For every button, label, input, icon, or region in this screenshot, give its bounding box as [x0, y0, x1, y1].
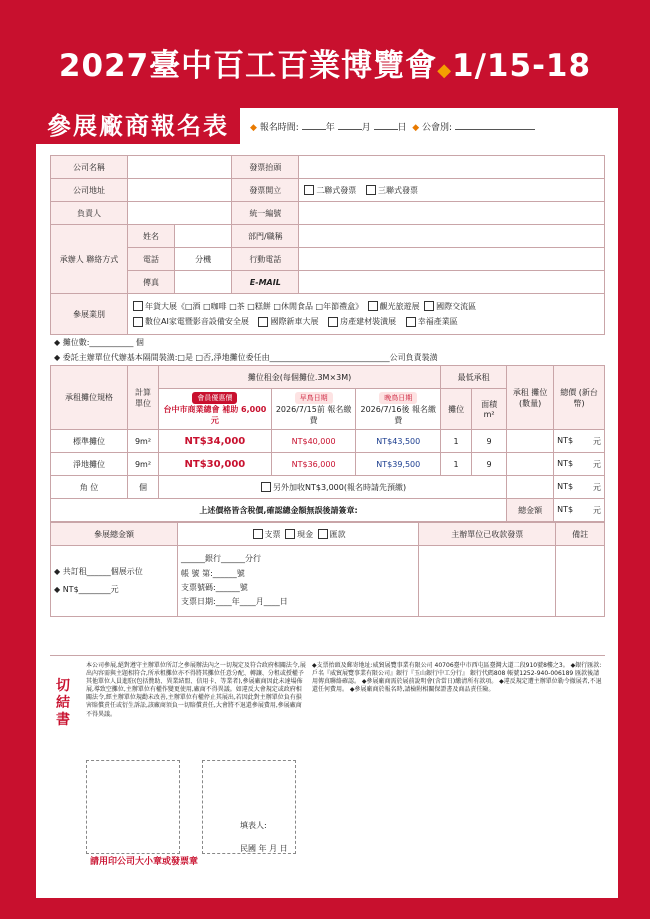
- total-header: 總價 (新台幣): [554, 366, 605, 430]
- grand-total-label: 總金額: [507, 499, 554, 522]
- row-area: 9: [472, 430, 507, 453]
- sign-date: 民國 年 月 日: [240, 844, 288, 853]
- cat-house-label: 房產建材裝潢展: [340, 317, 397, 326]
- min-booth-header: 攤位: [441, 389, 472, 430]
- row-cur: NT$: [557, 458, 574, 468]
- fax-label: 傳真: [128, 271, 175, 294]
- cat-tour-label: 觀光旅遊展: [379, 301, 420, 311]
- company-stamp-box[interactable]: [86, 760, 180, 854]
- meta-line: ◆ 報名時間: 年 月 日 ◆ 公會別:: [250, 120, 535, 133]
- invoice-no-field[interactable]: [419, 546, 556, 617]
- corner-label: 角 位: [51, 476, 128, 499]
- phone-label: 電話: [128, 248, 175, 271]
- invoice-no-label: 主辦單位已收款發票: [419, 523, 556, 546]
- cat-happy-label: 幸福產業區: [417, 317, 458, 326]
- remit-label: 匯款: [329, 529, 346, 539]
- form-subtitle: 參展廠商報名表: [36, 108, 240, 144]
- email-field[interactable]: [299, 271, 605, 294]
- owner-field[interactable]: [128, 202, 232, 225]
- row-area: 9: [472, 453, 507, 476]
- cat-digital-checkbox[interactable]: [133, 317, 143, 327]
- row-qty-field[interactable]: [507, 430, 554, 453]
- category-label: 參展業別: [51, 294, 128, 335]
- cat-digital-label: 數位AI家電暨影音設備安全展: [145, 317, 249, 326]
- early-date: 2026/7/15前 報名繳費: [275, 405, 352, 425]
- check-no-line: 支票號碼:______號: [181, 583, 248, 592]
- row-yuan: 元: [593, 459, 601, 469]
- cat-intl-checkbox[interactable]: [424, 301, 434, 311]
- row-unit: 9m²: [128, 430, 159, 453]
- association-field[interactable]: [455, 129, 535, 130]
- row-cur: NT$: [557, 435, 574, 445]
- tax-id-field[interactable]: [299, 202, 605, 225]
- name-label: 姓名: [128, 225, 175, 248]
- address-label: 公司地址: [51, 179, 128, 202]
- remit-checkbox[interactable]: [318, 529, 328, 539]
- cat-house-checkbox[interactable]: [328, 317, 338, 327]
- cat-newyear-label: 年貨大展《□酒 □咖啡 □茶 □糕餅 □休閒食品 □年節禮盒》: [145, 301, 364, 311]
- phone-field[interactable]: [175, 248, 232, 271]
- row-yuan: 元: [593, 436, 601, 446]
- row-qty-field[interactable]: [507, 453, 554, 476]
- min-header: 最低承租: [441, 366, 507, 389]
- cat-tour-checkbox[interactable]: [368, 301, 378, 311]
- affidavit-label: 切結書: [56, 678, 70, 728]
- late-badge: 晚鳥日期: [379, 392, 417, 404]
- cat-intl-label: 國際交流區: [436, 301, 477, 311]
- month-field[interactable]: [338, 129, 362, 130]
- remark-label: 備註: [556, 523, 605, 546]
- grand-yuan: 元: [593, 505, 601, 515]
- table-row: [51, 453, 605, 476]
- name-field[interactable]: [175, 225, 232, 248]
- corner-yuan: 元: [593, 482, 601, 492]
- signer-line: 填表人:: [240, 821, 267, 830]
- row-late-price: NT$39,500: [356, 453, 441, 476]
- row-member-price: NT$34,000: [159, 430, 272, 453]
- row-n: 1: [441, 453, 472, 476]
- email-label: E-MAIL: [232, 271, 299, 294]
- booth-table: [50, 365, 605, 522]
- affidavit-text: 本公司參展,絕對遵守主辦單位所訂之參展辦法內之一切規定及符合政府相關法令,展出內容需與主題相符合,所承租攤位亦不得將其攤位任意分配、轉讓、分租或授權予其他單位人員進駐(包括贊助、異業結盟、信用卡、等業者),參展廠商因此未達場佈展,導致空攤位,主辦單位有權作變更使用,廠商不得異議。如違反大會規定或政府相關法令,經主辦單位規勸未改善,主辦單位有權停止其展出,若因此對主辦單位負有損害賠償責任或衍生訴訟,該廠商須負一切賠償責任,大會將不退還參展費用,參展廠商不得異議。: [86, 662, 306, 718]
- cat-happy-checkbox[interactable]: [406, 317, 416, 327]
- member-badge: 會員優惠價: [192, 392, 237, 404]
- payment-notes: ◆支票抬頭及郵寄地址:威貿展覽事業有限公司 40706臺中市西屯區臺灣大道二段910號8樓之3。 ◆銀行匯款:戶名『威貿展覽事業有限公司』銀行『玉山銀行中工分行』 銀行代碼808 帳號1252-940-006189 匯款後請用傳真聯絡確認。 ◆參展廠商需於展前說明會(含當日)繳清所有款項。 ◆違反規定遭主辦單位勒令撤展者,不退還任何費用。 ◆參展廠商於報名時,請檢附相關保證書及商品責任險。: [312, 662, 602, 694]
- rent-header: 攤位租金(每個攤位.3M×3M): [159, 366, 441, 389]
- delegate-line: ◆ 委託主辦單位代辦基本隔間裝潢:□是 □否,淨地攤位委任由______________________________公司負責裝潢: [54, 353, 438, 362]
- row-unit: 9m²: [128, 453, 159, 476]
- member-sub: 台中市商業總會 補助 6,000 元: [163, 405, 267, 425]
- mobile-field[interactable]: [299, 248, 605, 271]
- early-badge: 早鳥日期: [295, 392, 333, 404]
- area-header: 面積 m²: [472, 389, 507, 430]
- company-name-field[interactable]: [128, 156, 232, 179]
- unit-header: 計算 單位: [128, 366, 159, 430]
- invoice-title-field[interactable]: [299, 156, 605, 179]
- row-member-price: NT$30,000: [159, 453, 272, 476]
- row-name: 淨地攤位: [51, 453, 128, 476]
- dept-field[interactable]: [299, 225, 605, 248]
- check-checkbox[interactable]: [253, 529, 263, 539]
- table-row: [51, 430, 605, 453]
- total-nt-line: ◆ NT$________元: [54, 585, 119, 594]
- inv2-label: 二聯式發票: [316, 185, 357, 195]
- corner-extra: 另外加收NT$3,000(報名時請先預繳): [272, 482, 407, 492]
- row-n: 1: [441, 430, 472, 453]
- company-name-label: 公司名稱: [51, 156, 128, 179]
- invoice-type-label: 發票開立: [232, 179, 299, 202]
- form-content: [50, 155, 605, 617]
- row-early-price: NT$36,000: [271, 453, 356, 476]
- cash-label: 現金: [297, 529, 314, 539]
- spec-header: 承租攤位規格: [51, 366, 128, 430]
- row-early-price: NT$40,000: [271, 430, 356, 453]
- tax-note: 上述價格皆含稅價,確認總金額無誤後請簽章:: [51, 499, 507, 522]
- check-date-line: 支票日期:____年____月____日: [181, 597, 288, 607]
- cash-checkbox[interactable]: [285, 529, 295, 539]
- cat-newyear-checkbox[interactable]: [133, 301, 143, 311]
- day-field[interactable]: [374, 129, 398, 130]
- contact-label: 承辦人 聯絡方式: [51, 225, 128, 294]
- corner-qty-field[interactable]: [507, 476, 554, 499]
- corner-cur: NT$: [557, 481, 574, 491]
- tax-id-label: 統一編號: [232, 202, 299, 225]
- owner-label: 負責人: [51, 202, 128, 225]
- dept-label: 部門/職稱: [232, 225, 299, 248]
- header: [0, 0, 650, 112]
- owner-stamp-box[interactable]: [202, 760, 296, 854]
- qty-header: 承租 攤位 (數量): [507, 366, 554, 430]
- company-table: [50, 155, 605, 335]
- cat-car-checkbox[interactable]: [258, 317, 268, 327]
- bank-line: ______銀行______分行: [181, 554, 261, 564]
- late-date: 2026/7/16後 報名繳費: [360, 405, 437, 425]
- invoice-title-label: 發票抬頭: [232, 156, 299, 179]
- ext-label: 分機: [195, 254, 212, 264]
- remark-field[interactable]: [556, 546, 605, 617]
- total-booth-line: ◆ 共訂租______個展示位: [54, 567, 143, 577]
- payment-table: [50, 522, 605, 617]
- inv3-checkbox[interactable]: [366, 185, 376, 195]
- stamp-note: 請用印公司大小章或發票章: [90, 857, 199, 867]
- inv3-label: 三聯式發票: [377, 185, 418, 195]
- inv2-checkbox[interactable]: [304, 185, 314, 195]
- address-field[interactable]: [128, 179, 232, 202]
- page-title: 2027臺中百工百業博覽會◆1/15-18: [58, 48, 592, 84]
- affidavit-section: [50, 655, 605, 886]
- cat-car-label: 國際新車大展: [270, 317, 319, 326]
- acct-line: 帳 號 第:______號: [181, 568, 245, 578]
- fax-field[interactable]: [175, 271, 232, 294]
- corner-unit: 個: [128, 476, 159, 499]
- check-label: 支票: [264, 529, 281, 539]
- corner-checkbox[interactable]: [261, 482, 271, 492]
- pay-total-label: 參展總金額: [51, 523, 178, 546]
- mobile-label: 行動電話: [232, 248, 299, 271]
- row-name: 標準攤位: [51, 430, 128, 453]
- booth-count-line: ◆ 攤位數:___________ 個: [54, 338, 144, 347]
- grand-cur: NT$: [557, 504, 574, 514]
- row-late-price: NT$43,500: [356, 430, 441, 453]
- grand-total-field[interactable]: [554, 499, 605, 522]
- year-field[interactable]: [302, 129, 326, 130]
